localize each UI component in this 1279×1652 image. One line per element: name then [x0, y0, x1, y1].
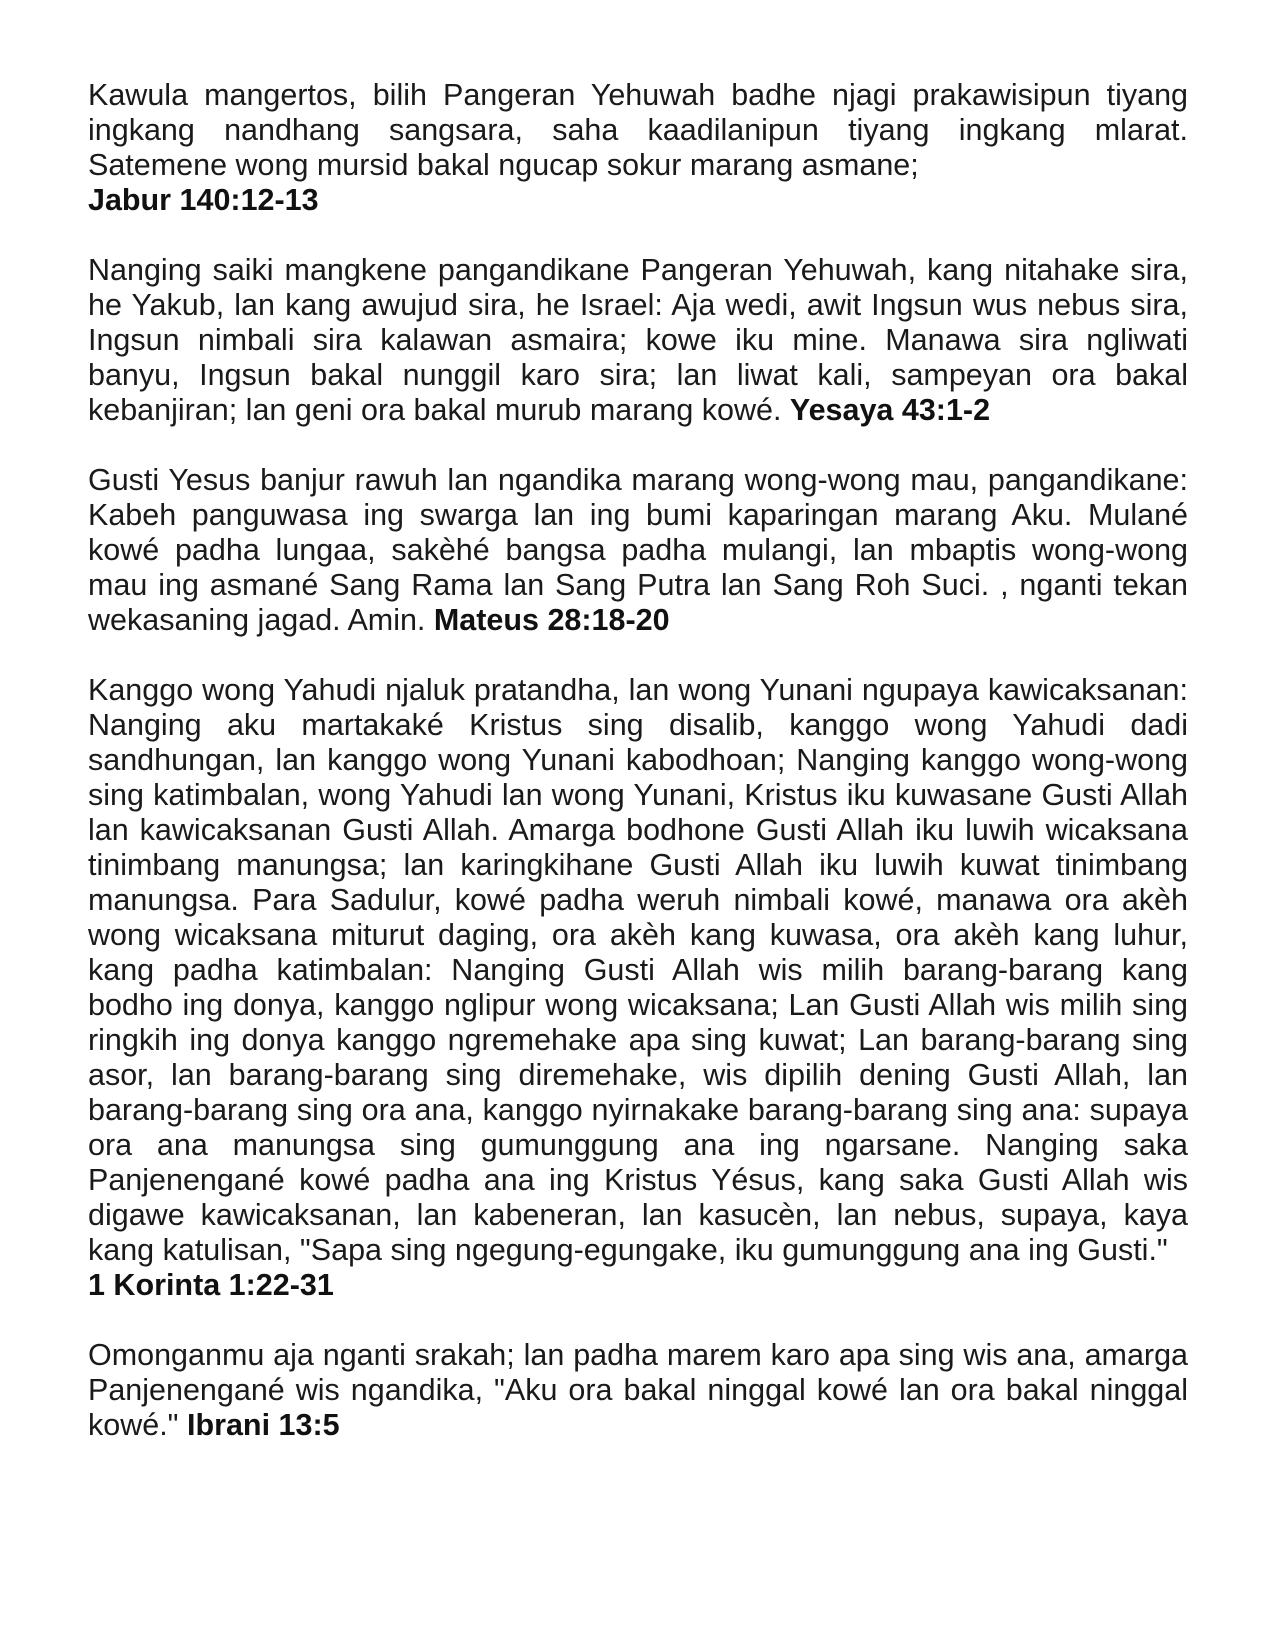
passage-text: Gusti Yesus banjur rawuh lan ngandika marang wong-wong mau, pangandikane: Kabeh panguwasa ing swarga lan ing bumi kaparingan marang Aku. Mulané kowé padha lungaa, sakèhé bangsa padha mulangi, lan mbaptis wong-wong mau ing asmané Sang Rama lan Sang Putra lan Sang Roh Suci. , nganti tekan wekasaning jagad. Amin. [88, 463, 1188, 637]
scripture-reference: Mateus 28:18-20 [433, 603, 670, 637]
passage-text: Omonganmu aja nganti srakah; lan padha marem karo apa sing wis ana, amarga Panjenengané wis ngandika, "Aku ora bakal ninggal kowé lan ora bakal ninggal kowé." [88, 1338, 1188, 1442]
passage-mateus [88, 463, 1188, 638]
passage-jabur [88, 78, 1188, 218]
passage-korinta [88, 673, 1188, 1303]
passage-yesaya [88, 253, 1188, 428]
scripture-reference: Jabur 140:12-13 [88, 183, 319, 217]
scripture-reference: 1 Korinta 1:22-31 [88, 1268, 334, 1302]
passage-text: Kanggo wong Yahudi njaluk pratandha, lan wong Yunani ngupaya kawicaksanan: Nanging aku martakaké Kristus sing disalib, kanggo wong Yahudi dadi sandhungan, lan kanggo wong Yunani kabodhoan; Nanging kanggo wong-wong sing katimbalan, wong Yahudi lan wong Yunani, Kristus iku kuwasane Gusti Allah lan kawicaksanan Gusti Allah. Amarga bodhone Gusti Allah iku luwih wicaksana tinimbang manungsa; lan karingkihane Gusti Allah iku luwih kuwat tinimbang manungsa. Para Sadulur, kowé padha weruh nimbali kowé, manawa ora akèh wong wicaksana miturut daging, ora akèh kang kuwasa, ora akèh kang luhur, kang padha katimbalan: Nanging Gusti Allah wis milih barang-barang kang bodho ing donya, kanggo nglipur wong wicaksana; Lan Gusti Allah wis milih sing ringkih ing donya kanggo ngremehake apa sing kuwat; Lan barang-barang sing asor, lan barang-barang sing diremehake, wis dipilih dening Gusti Allah, lan barang-barang sing ora ana, kanggo nyirnakake barang-barang sing ana: supaya ora ana manungsa sing gumunggung ana ing ngarsane. Nanging saka Panjenengané kowé padha ana ing Kristus Yésus, kang saka Gusti Allah wis digawe kawicaksanan, lan kabeneran, lan kasucèn, lan nebus, supaya, kaya kang katulisan, "Sapa sing ngegung-egungake, iku gumunggung ana ing Gusti." [88, 673, 1188, 1267]
passage-text: Kawula mangertos, bilih Pangeran Yehuwah badhe njagi prakawisipun tiyang ingkang nandhang sangsara, saha kaadilanipun tiyang ingkang mlarat. Satemene wong mursid bakal ngucap sokur marang asmane; [88, 78, 1188, 182]
passage-text: Nanging saiki mangkene pangandikane Pangeran Yehuwah, kang nitahake sira, he Yakub, lan kang awujud sira, he Israel: Aja wedi, awit Ingsun wus nebus sira, Ingsun nimbali sira kalawan asmaira; kowe iku mine. Manawa sira ngliwati banyu, Ingsun bakal nunggil karo sira; lan liwat kali, sampeyan ora bakal kebanjiran; lan geni ora bakal murub marang kowé. [88, 253, 1188, 427]
document-page [88, 78, 1188, 1478]
scripture-reference: Yesaya 43:1-2 [789, 393, 991, 427]
scripture-reference: Ibrani 13:5 [187, 1408, 340, 1442]
passage-ibrani [88, 1338, 1188, 1443]
